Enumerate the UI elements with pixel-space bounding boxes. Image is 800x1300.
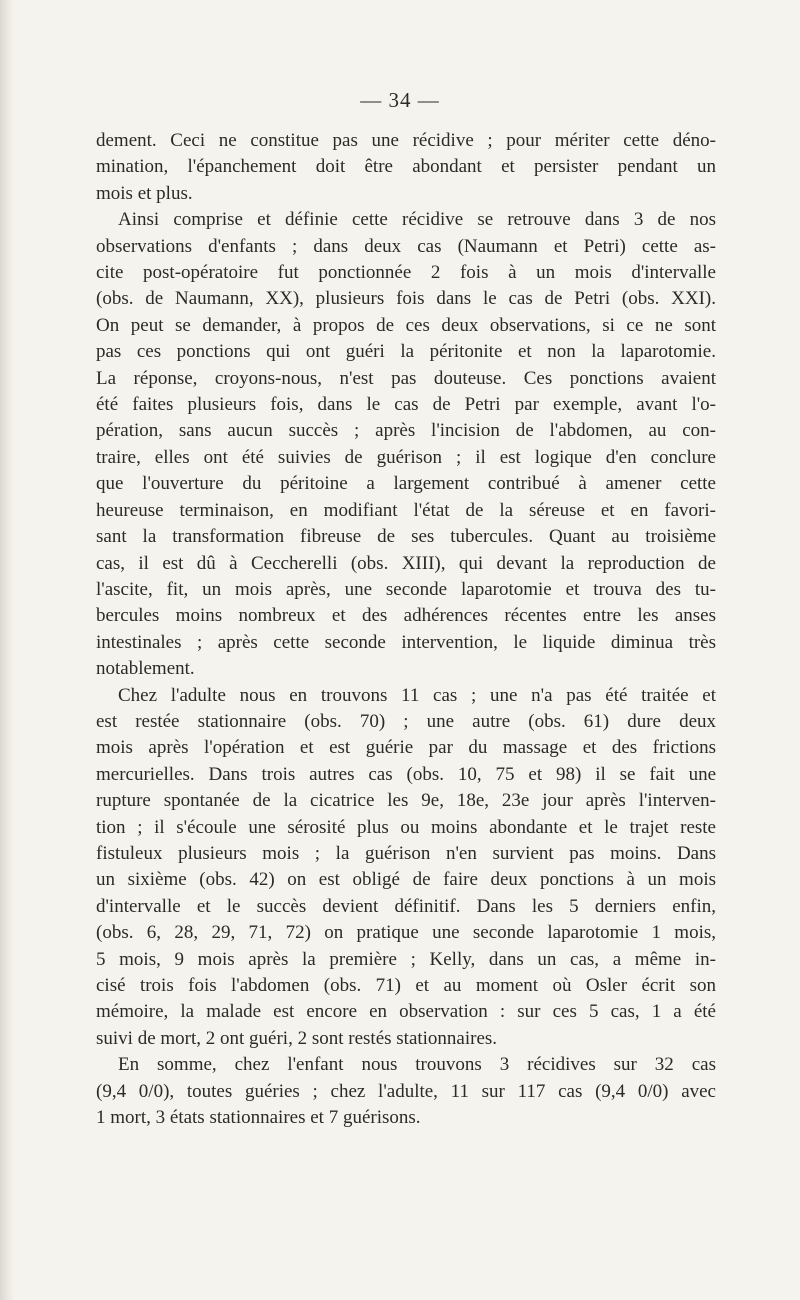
text-line: l'ascite, fit, un mois après, une seconde laparotomie et trouva des tu-	[96, 578, 716, 600]
text-line: (obs. de Naumann, XX), plusieurs fois dans le cas de Petri (obs. XXI).	[96, 288, 716, 310]
text-line: mercurielles. Dans trois autres cas (obs. 10, 75 et 98) il se fait une	[96, 763, 716, 785]
text-line: traire, elles ont été suivies de guérison ; il est logique d'en conclure	[96, 446, 716, 468]
text-line: cite post-opératoire fut ponctionnée 2 fois à un mois d'intervalle	[96, 262, 716, 284]
text-line: sant la transformation fibreuse de ses tubercules. Quant au troisième	[96, 526, 716, 548]
text-line: cas, il est dû à Ceccherelli (obs. XIII), qui devant la reproduction de	[96, 552, 716, 574]
text-line: pération, sans aucun succès ; après l'incision de l'abdomen, au con-	[96, 420, 716, 442]
page-binding-edge	[0, 0, 14, 1300]
text-line: La réponse, croyons-nous, n'est pas douteuse. Ces ponctions avaient	[96, 367, 716, 389]
text-line: mémoire, la malade est encore en observation : sur ces 5 cas, 1 a été	[96, 1001, 716, 1023]
text-line: suivi de mort, 2 ont guéri, 2 sont restés stationnaires.	[96, 1027, 498, 1049]
text-line: un sixième (obs. 42) on est obligé de faire deux ponctions à un mois	[96, 869, 716, 891]
text-line: Ainsi comprise et définie cette récidive se retrouve dans 3 de nos	[118, 209, 716, 231]
text-line: mois et plus.	[96, 182, 193, 204]
text-line: intestinales ; après cette seconde intervention, le liquide diminua très	[96, 631, 716, 653]
text-line: que l'ouverture du péritoine a largement contribué à amener cette	[96, 473, 716, 495]
text-line: tion ; il s'écoule une sérosité plus ou moins abondante et le trajet reste	[96, 816, 716, 838]
text-line: d'intervalle et le succès devient définitif. Dans les 5 derniers enfin,	[96, 895, 716, 917]
text-line: fistuleux plusieurs mois ; la guérison n'en survient pas moins. Dans	[96, 842, 716, 864]
text-line: observations d'enfants ; dans deux cas (Naumann et Petri) cette as-	[96, 235, 716, 257]
text-line: (9,4 0/0), toutes guéries ; chez l'adulte, 11 sur 117 cas (9,4 0/0) avec	[96, 1080, 716, 1102]
text-line: cisé trois fois l'abdomen (obs. 71) et au moment où Osler écrit son	[96, 975, 716, 996]
text-line: pas ces ponctions qui ont guéri la péritonite et non la laparotomie.	[96, 341, 716, 363]
text-line: mination, l'épanchement doit être abondant et persister pendant un	[96, 156, 716, 178]
text-line: est restée stationnaire (obs. 70) ; une autre (obs. 61) dure deux	[96, 710, 716, 732]
text-line: On peut se demander, à propos de ces deux observations, si ce ne sont	[96, 314, 716, 336]
text-line: En somme, chez l'enfant nous trouvons 3 récidives sur 32 cas	[118, 1054, 716, 1076]
text-line: Chez l'adulte nous en trouvons 11 cas ; une n'a pas été traitée et	[118, 684, 716, 706]
text-line: bercules moins nombreux et des adhérences récentes entre les anses	[96, 605, 716, 627]
text-line: dement. Ceci ne constitue pas une récidive ; pour mériter cette déno-	[96, 130, 716, 151]
text-line: heureuse terminaison, en modifiant l'état de la séreuse et en favori-	[96, 499, 716, 521]
body-text	[96, 128, 716, 1131]
page-number: — 34 —	[360, 88, 440, 112]
text-line: 1 mort, 3 états stationnaires et 7 guérisons.	[96, 1107, 421, 1129]
text-line: été faites plusieurs fois, dans le cas de Petri par exemple, avant l'o-	[96, 394, 716, 416]
text-line: notablement.	[96, 658, 195, 680]
text-line: mois après l'opération et est guérie par du massage et des frictions	[96, 737, 716, 759]
text-line: 5 mois, 9 mois après la première ; Kelly, dans un cas, a même in-	[96, 948, 716, 970]
text-line: rupture spontanée de la cicatrice les 9e, 18e, 23e jour après l'interven-	[96, 790, 716, 812]
text-line: (obs. 6, 28, 29, 71, 72) on pratique une seconde laparotomie 1 mois,	[96, 922, 716, 944]
